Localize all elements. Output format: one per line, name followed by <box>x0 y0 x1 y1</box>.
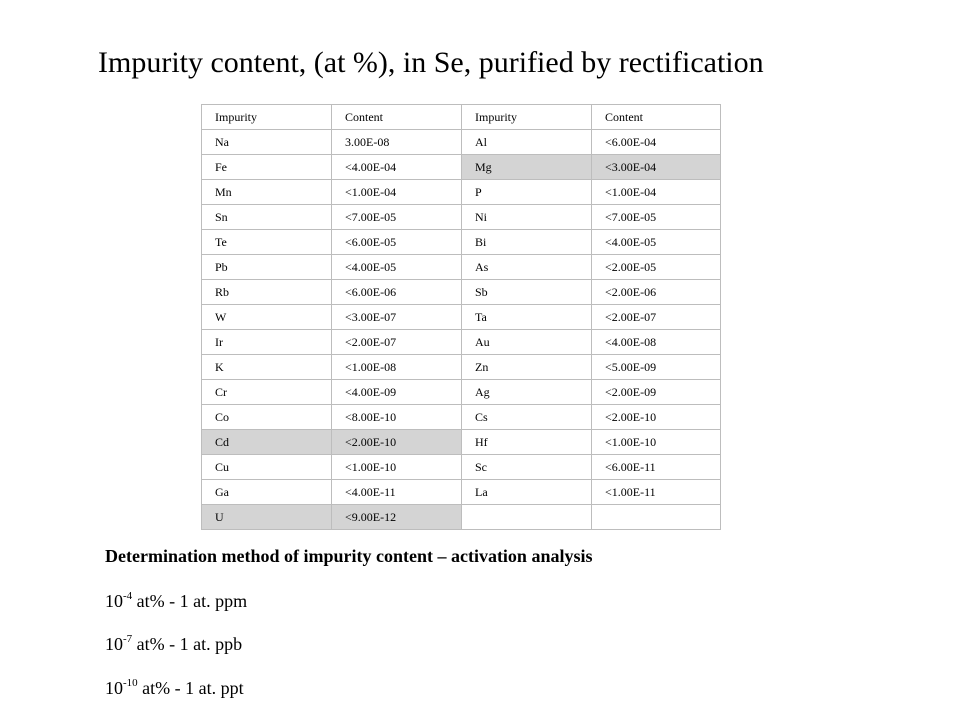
impurity-cell: Sb <box>462 280 592 305</box>
content-cell: <9.00E-12 <box>332 505 462 530</box>
content-cell: <4.00E-09 <box>332 380 462 405</box>
content-cell: <2.00E-07 <box>332 330 462 355</box>
content-cell: <1.00E-10 <box>592 430 721 455</box>
content-cell: <1.00E-10 <box>332 455 462 480</box>
impurity-cell: Ni <box>462 205 592 230</box>
impurity-cell: Zn <box>462 355 592 380</box>
content-cell <box>592 505 721 530</box>
header-content: Content <box>332 105 462 130</box>
page-title: Impurity content, (at %), in Se, purified by rectification <box>98 46 764 79</box>
impurity-cell: Fe <box>202 155 332 180</box>
table-row <box>202 405 721 430</box>
conversion-exponent: -10 <box>123 677 138 689</box>
impurity-cell: Au <box>462 330 592 355</box>
conversion-base: 10 <box>105 634 123 654</box>
impurity-cell: W <box>202 305 332 330</box>
impurity-cell: Te <box>202 230 332 255</box>
content-cell: <1.00E-04 <box>332 180 462 205</box>
content-cell: <3.00E-07 <box>332 305 462 330</box>
method-note: Determination method of impurity content – activation analysis <box>105 546 593 566</box>
impurity-cell: Na <box>202 130 332 155</box>
impurity-table <box>201 104 721 530</box>
conversion-exponent: -4 <box>123 590 133 602</box>
impurity-cell: Cd <box>202 430 332 455</box>
content-cell: <7.00E-05 <box>332 205 462 230</box>
content-cell: <2.00E-10 <box>592 405 721 430</box>
content-cell: <2.00E-05 <box>592 255 721 280</box>
content-cell: <3.00E-04 <box>592 155 721 180</box>
conversion-base: 10 <box>105 591 123 611</box>
conversion-text: at% - 1 at. ppb <box>132 634 243 654</box>
impurity-cell: Al <box>462 130 592 155</box>
impurity-cell: Cu <box>202 455 332 480</box>
table-row <box>202 505 721 530</box>
impurity-cell: Cr <box>202 380 332 405</box>
impurity-cell: Co <box>202 405 332 430</box>
impurity-cell: Sc <box>462 455 592 480</box>
content-cell: <2.00E-07 <box>592 305 721 330</box>
content-cell: <1.00E-04 <box>592 180 721 205</box>
table-row <box>202 480 721 505</box>
header-impurity: Impurity <box>462 105 592 130</box>
conversion-exponent: -7 <box>123 633 133 645</box>
header-impurity: Impurity <box>202 105 332 130</box>
table-row <box>202 355 721 380</box>
conversion-base: 10 <box>105 678 123 698</box>
content-cell: <5.00E-09 <box>592 355 721 380</box>
content-cell: <2.00E-10 <box>332 430 462 455</box>
content-cell: <6.00E-11 <box>592 455 721 480</box>
impurity-cell: Ta <box>462 305 592 330</box>
content-cell: <7.00E-05 <box>592 205 721 230</box>
impurity-cell: Ir <box>202 330 332 355</box>
content-cell: <2.00E-06 <box>592 280 721 305</box>
table-row <box>202 130 721 155</box>
content-cell: <8.00E-10 <box>332 405 462 430</box>
content-cell: 3.00E-08 <box>332 130 462 155</box>
impurity-cell: Hf <box>462 430 592 455</box>
table-row <box>202 430 721 455</box>
conversion-ppt <box>105 678 244 699</box>
impurity-cell: Ga <box>202 480 332 505</box>
table-row <box>202 455 721 480</box>
impurity-cell: Ag <box>462 380 592 405</box>
table-row <box>202 280 721 305</box>
table-row <box>202 255 721 280</box>
table-row <box>202 180 721 205</box>
table-row <box>202 155 721 180</box>
content-cell: <6.00E-05 <box>332 230 462 255</box>
impurity-cell <box>462 505 592 530</box>
impurity-cell: Mn <box>202 180 332 205</box>
impurity-cell: Rb <box>202 280 332 305</box>
table-row <box>202 330 721 355</box>
impurity-cell: Bi <box>462 230 592 255</box>
impurity-cell: La <box>462 480 592 505</box>
content-cell: <1.00E-08 <box>332 355 462 380</box>
content-cell: <6.00E-06 <box>332 280 462 305</box>
table-row <box>202 230 721 255</box>
impurity-cell: Cs <box>462 405 592 430</box>
content-cell: <4.00E-04 <box>332 155 462 180</box>
content-cell: <4.00E-05 <box>332 255 462 280</box>
content-cell: <1.00E-11 <box>592 480 721 505</box>
impurity-cell: K <box>202 355 332 380</box>
impurity-cell: Mg <box>462 155 592 180</box>
content-cell: <2.00E-09 <box>592 380 721 405</box>
content-cell: <6.00E-04 <box>592 130 721 155</box>
table-row <box>202 205 721 230</box>
impurity-cell: Sn <box>202 205 332 230</box>
content-cell: <4.00E-05 <box>592 230 721 255</box>
table-row <box>202 305 721 330</box>
conversion-ppm <box>105 591 247 612</box>
impurity-cell: P <box>462 180 592 205</box>
content-cell: <4.00E-08 <box>592 330 721 355</box>
content-cell: <4.00E-11 <box>332 480 462 505</box>
impurity-cell: U <box>202 505 332 530</box>
impurity-cell: Pb <box>202 255 332 280</box>
impurity-cell: As <box>462 255 592 280</box>
table-header-row <box>202 105 721 130</box>
conversion-text: at% - 1 at. ppm <box>132 591 248 611</box>
conversion-text: at% - 1 at. ppt <box>137 678 244 698</box>
conversion-ppb <box>105 634 242 655</box>
header-content: Content <box>592 105 721 130</box>
table-row <box>202 380 721 405</box>
impurity-table-body <box>202 105 721 530</box>
